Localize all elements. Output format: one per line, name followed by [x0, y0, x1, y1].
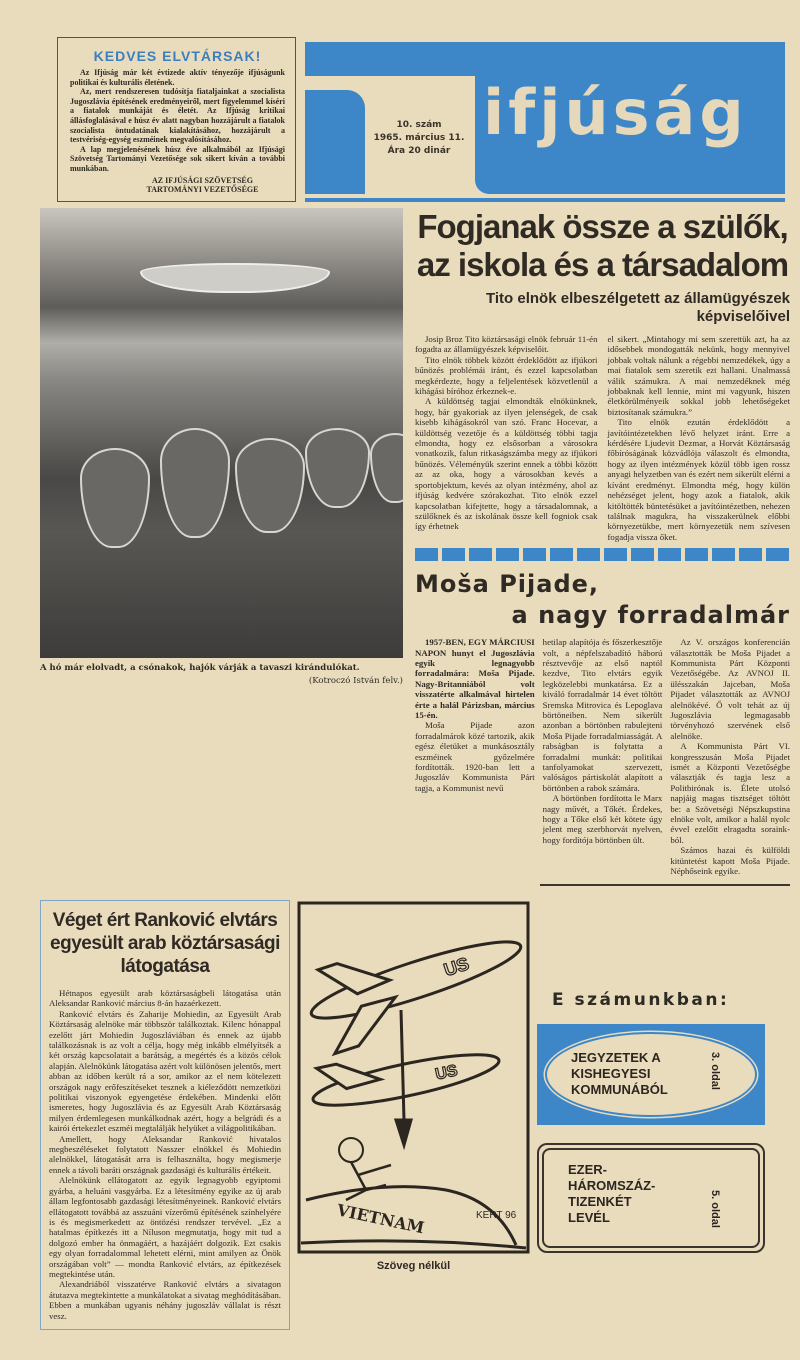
pijade-headline [415, 569, 790, 631]
boat-shape [370, 433, 403, 503]
headline-line: Fogjanak össze a szülők, [417, 208, 788, 245]
signature-line: TARTOMÁNYI VEZETŐSÉGE [146, 185, 259, 195]
paragraph: Alexandriából visszatérve Ranković elvtárs a sivatagon átutazva megtekintette a munkálatokat a sivatag meghódításában. Ebben a munkában ugyanis néhány jugoszláv vállalat is részt vesz. [49, 1279, 281, 1321]
plane-icon [299, 908, 531, 1057]
plane-label: US [441, 953, 472, 981]
headline-line: Moša Pijade, [415, 570, 600, 599]
in-this-issue-title: E számunkban: [552, 989, 730, 1010]
cartoon-column [296, 900, 531, 1272]
tito-headline [415, 208, 790, 284]
article-column [670, 637, 790, 876]
paragraph: el sikert. „Mintahogy mi sem szerettük azt, ha az idősebbek mondogatták nekünk, hogy mennyivel jobbak voltak nálunk a régebbi nemzedékek, úgy a mai fiatalok sem szeretik ezt hallani. Unalmassá válik számukra. A mai nemzedéknek még jobbaknak kell lennie, mint mi vagyunk, hiszen életkörülményeik sokkal jobb lehetőségeket biztosítanak számukra.” [607, 334, 790, 417]
middle-row [40, 208, 790, 886]
issue-info [365, 119, 473, 158]
greeting-signature [120, 176, 285, 195]
headline-line: az iskola és a társadalom [416, 246, 789, 283]
divider-line [540, 884, 790, 886]
headline-line: a nagy forradalmár [511, 601, 790, 630]
paragraph: Hétnapos egyesült arab köztársaságbeli látogatása után Aleksandar Ranković március 8-án hazaérkezett. [49, 987, 281, 1009]
figure-limbs [346, 1162, 391, 1200]
top-row [40, 37, 790, 202]
masthead [305, 42, 785, 194]
artist-signature: KERT 96 [476, 1209, 517, 1221]
paragraph: Amellett, hogy Aleksandar Ranković hivatalos megbeszéléseket folytatott Nasszer elnökkel és Mohiedin alelnökkel, látogatását arra is felhasználta, hogy megismerje ennek a távoli baráti országnak gazdasági és kulturális értékeit. [49, 1133, 281, 1175]
title-line: KISHEGYESI [571, 1065, 651, 1081]
title-line: TIZENKÉT [568, 1193, 632, 1209]
photo-credit: (Kotroczó István felv.) [308, 676, 403, 686]
paragraph: Az Ifjúság már két évtizede aktív tényezője ifjúságunk politikai és kulturális életének. [70, 68, 285, 87]
bottom-row [40, 900, 790, 1330]
signature-line: AZ IFJÚSÁGI SZÖVETSÉG [152, 175, 253, 185]
paragraph: A lap megjelenésének húsz éve alkalmából az Ifjúsági Szövetség Tartományi Vezetősége sok sikert kíván a további munkában. [70, 144, 285, 173]
figure-icon [339, 1138, 363, 1162]
paragraph: Josip Broz Tito köztársasági elnök február 11-én fogadta az államügyészek képviselőit. [415, 334, 598, 355]
article-column [415, 637, 535, 876]
photo-caption: A hó már elolvadt, a csónakok, hajók várják a tavaszi kirándulókat. [40, 663, 360, 673]
vietnam-label: VIETNAM [335, 1200, 426, 1238]
cartoon-baseline [301, 1241, 526, 1248]
masthead-title: ifjúság [483, 76, 748, 149]
rankovic-body [49, 988, 281, 1321]
photo-column [40, 208, 408, 686]
in-this-issue [537, 900, 787, 1253]
article-column [608, 334, 791, 542]
article-column [415, 334, 598, 542]
article-column [543, 637, 663, 876]
issue-price: Ára 20 dinár [387, 146, 451, 156]
paragraph: Tito elnök ezután érdeklődött a javítóintézetekben lévő helyzet iránt. Erre a kérdésére Ljudevit Dezmar, a Horvát Köztársaság főbíróságának közvádlója válaszolt és elmondta, hogy az ilyen intézmények közül több igen rossz anyagi helyzetben van és ezért nem sikerült elérni a kívánt eredményt. Elmondta még, hogy külön nehézséget jelent, hogy azok a fiatalok, akik kitöltötték büntetésüket a javítóintézetben, nehezen találnak magukra, ha visszakerülnek előbbi környezetükbe, mert környezetük nem szívesen fogadja vissza őket. [607, 417, 790, 542]
paragraph: Az, mert rendszeresen tudósítja fiataljainkat a szocialista Jugoszlávia építésének eredményeiről, mert figyelemmel kíséri a fiatalok munkáját és életét. Az Ifjúság kritikai állásfoglalásával e húsz év alatt nagyban hozzájárult a fiatalok szocialista öntudatának kialakításához, hozzájárult a testvériség-egység eszméinek megvalósításához. [70, 87, 285, 145]
issue-item-kommuna[interactable] [537, 1024, 765, 1125]
paragraph: hetilap alapítója és főszerkesztője volt, a népfelszabadító háború résztvevője az első naptól kezdve, Tito elvtárs egyik legközelebbi munkatársa. Ez a kiváló forradalmár 14 évet töltött Sremska Mitrovica és Lepoglava börtöneiben. Nem sikerült azonban a börtönben rabulejteni Moša Pijade forradalmiasságát. A rabságban is folytatta a forradalmi munkát: politikai tanfolyamokat szervezett, valóságos pártiskolát alapított a börtönben a rabok számára. [542, 637, 663, 793]
harbor-photo [40, 208, 403, 658]
issue-date: 1965. március 11. [373, 133, 465, 143]
plane-label: US [433, 1062, 460, 1084]
box-frame [542, 1148, 760, 1248]
masthead-area [305, 42, 785, 202]
item-title [568, 1162, 655, 1226]
vietnam-cartoon [296, 900, 531, 1255]
tito-article-body [415, 334, 790, 542]
pijade-article-body [415, 637, 790, 876]
paragraph: Moša Pijade azon forradalmárok közé tartozik, akik egész életüket a munkásosztály eszméinek győzelmére fordították. 1920-ban lett a Jugoszláv Kommunista Párt tagja, a Kommunist nevű [415, 720, 535, 793]
boat-shape [80, 448, 150, 548]
paragraph: Számos hazai és külföldi kitüntetést kapott Moša Pijade. Néphőseink egyike. [670, 845, 791, 877]
masthead-block [305, 90, 365, 194]
item-page: 5. oldal [709, 1189, 721, 1228]
title-line: LEVÉL [568, 1209, 610, 1225]
main-articles-column [415, 208, 790, 886]
rankovic-article [40, 900, 290, 1330]
greeting-title: KEDVES ELVTÁRSAK! [93, 48, 262, 64]
rankovic-headline: Véget ért Ranković elvtárs egyesült arab köztársasági látogatása [50, 909, 280, 977]
boat-shape [235, 438, 305, 533]
boat-shape [305, 428, 370, 508]
title-line: KOMMUNÁBÓL [571, 1081, 668, 1097]
paragraph: Ranković elvtárs és Zaharije Mohiedin, az Egyesült Arab Köztársaság alelnöke már többször találkoztak. Kilenc hónappal ezelőtt járt Mohiedin Jugoszláviában és ennek az újabb találkozásnak is az volt a célja, hogy még inkább elmélyítsék a két ország kapcsolatait a barátság, a megértés és a közös célok alapján. Alelnökünk látogatása azért volt különösen jelentős, mert abban az időben került rá a sor, amikor az el nem kötelezett országok nagy erőfeszítéseket tesznek a kiéleződött nemzetközi politikai viszonyok egyengetése érdekében. Mindenki előtt ismeretes, hogy Jugoszlávia és az Egyesült Arab Köztársaság milyen érdemlegesen munkálkodnak azért, hogy a belgrádi és a kairói értekezlet eszméi megtalálják helyüket a világpolitikában. [49, 1008, 281, 1134]
boat-shape [160, 428, 230, 538]
greeting-text [70, 68, 285, 174]
paragraph: A börtönben fordította le Marx nagy művét, a Tőkét. Érdekes, hogy a Tőke első két kötete úgy jelent meg szerbhorvát nyelven, hogy fordítója börtönben ült. [542, 793, 663, 845]
title-line: HÁROMSZÁZ- [568, 1177, 656, 1193]
paragraph: A küldöttség tagjai elmondták elnökünknek, hogy, bár gyakoriak az ilyen jelenségek, de csak kisebb kihágásokról van szó. Franc Hocevar, a küldöttség vezetője és a küldöttség többi tagja elmondta, hogy ez elsősorban a városokra vonatkozik, falun ritkaságszámba megy az ifjúkori bűnözés. Véleményük szerint ennek a többi között az az oka, hogy a városokban kevés a sportobjektum, kevés az olyan intézmény, ahol az ifjúság kedvére szórakozhat. Tito elnök ezzel kapcsolatban kifejtette, hogy a társadalomnak, a szülőknek és az iskolának össze kell fogniok csak így érhetnek [415, 396, 598, 532]
ship-shape [140, 263, 330, 293]
issue-item-letters[interactable] [537, 1143, 765, 1253]
item-title [571, 1050, 668, 1098]
cartoon-caption: Szöveg nélkül [376, 1259, 451, 1272]
item-page: 3. oldal [709, 1051, 721, 1090]
tito-subheadline: Tito elnök elbeszélgetett az államügyészek képviselőivel [486, 290, 790, 325]
section-divider [415, 548, 790, 561]
oval-frame [547, 1034, 755, 1115]
title-line: EZER- [568, 1161, 607, 1177]
greeting-box [57, 37, 296, 202]
paragraph: A Kommunista Párt VI. kongresszusán Moša Pijadet ismét a Központi Vezetőségbe választják és tagja lesz a Politbirónak is. Élete utolsó napjáig magas tisztséget töltött be: a Szövetségi Népszkupstina elnöke volt, amikor a halál nyolc évvel ezelőtt elragadta sorainkból. [670, 741, 791, 845]
title-line: JEGYZETEK A [571, 1049, 661, 1065]
issue-number: 10. szám [396, 120, 442, 130]
masthead-rule [305, 198, 785, 202]
paragraph: 1957-BEN, EGY MÁRCIUSI NAPON hunyt el Jugoszlávia egyik legnagyobb forradalmára: Moša Pijade. Nagy-Britanniából volt visszatérte alkalmával hirtelen érte a halál Párizsban, március 15-én. [415, 637, 535, 720]
paragraph: Alelnökünk ellátogatott az egyik legnagyobb egyiptomi gyárba, a heluáni vasgyárba. Ez a létesítmény egyike az új arab állam legfontosabb gazdasági létesítményeinek. Ranković elvtárs ellátogatott továbbá az asszuáni vízerőmű építésének színhelyére is és megismerkedett az öntözési rendszer tervével. „Ez a hatalmas építkezés itt a Níluson megmutatja, hogy mit tud a dolgozó ember ha önmagáért, a hazájáért dolgozik. Ezt csakis egy olyan forradalommal lehetett elérni, mint amilyen az Önök országában volt” — mondta Ranković elvtárs, az építkezések megtekintése után. [49, 1175, 281, 1279]
paragraph: Az V. országos konferencián választották be Moša Pijadet a Kommunista Párt Központi Vezetőségébe. Az AVNOJ II. ülésszakán Jajceban, Moša Pijadet választották az AVNOJ alelnökévé. Ő volt tehát az új Jugoszlávia legmagasabb törvényhozó szervének első alelnöke. [670, 637, 791, 741]
paragraph: Tito elnök többek között érdeklődött az ifjúkori bűnözés problémái iránt, és ezzel kapcsolatban megkérdezte, hogy a feljelentések közvetlenül a kihágási bíróhoz érkeznek-e. [415, 354, 598, 397]
